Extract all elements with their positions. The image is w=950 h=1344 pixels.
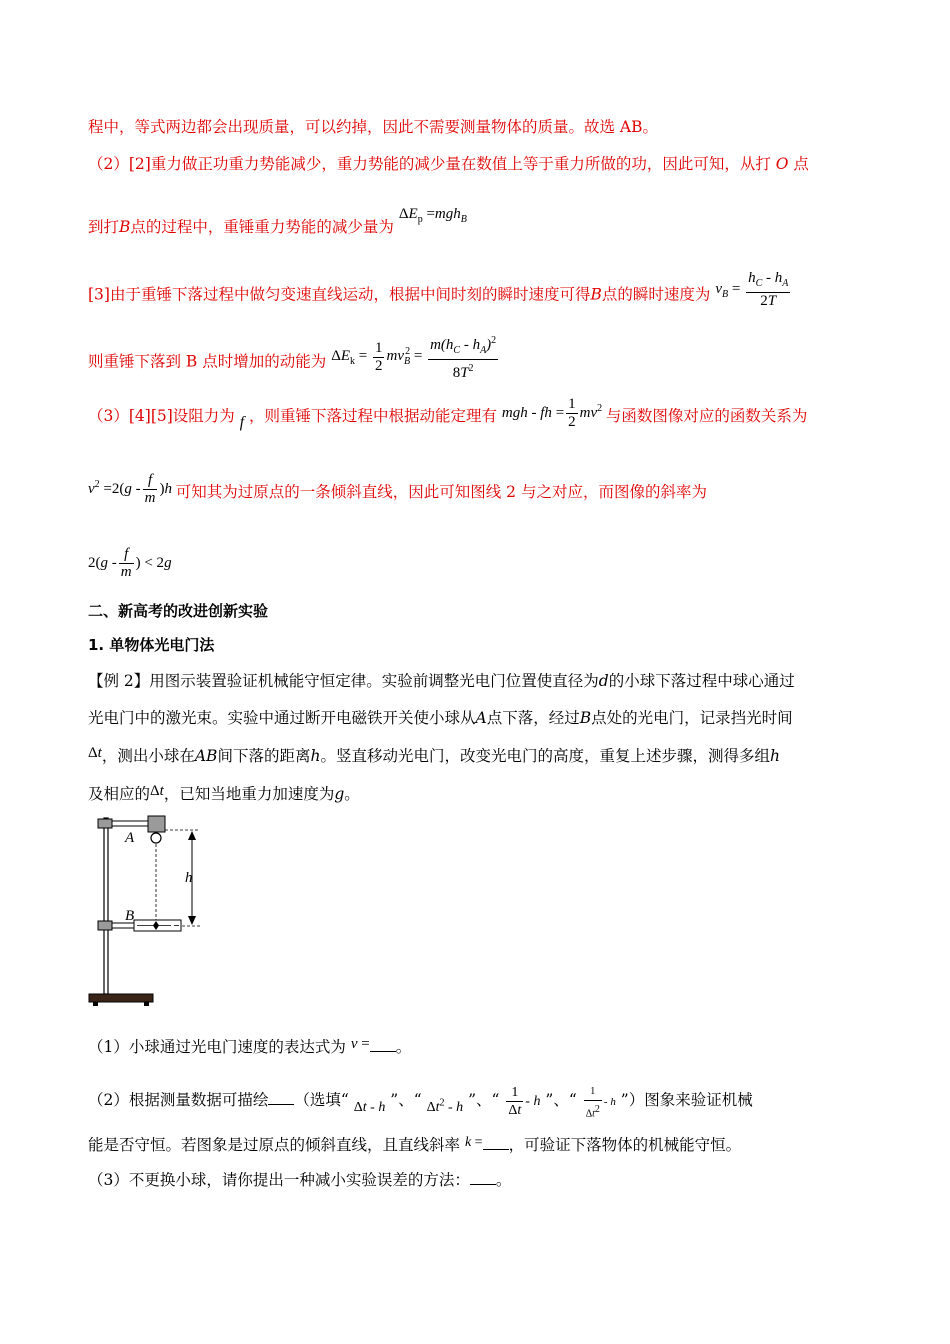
formula-energy-theorem: mgh - fh = $\frac{1}{2}$ $mv^2$	[501, 396, 603, 430]
formula-v-squared: $v^2 =2(g$ - $\frac{f}{m}$ )h	[88, 472, 176, 506]
answer-blank-2[interactable]	[268, 1090, 294, 1105]
bottom-clamp	[98, 921, 112, 930]
answer-blank-3[interactable]	[483, 1135, 509, 1150]
subsection-title: 1. 单物体光电门法	[88, 636, 215, 654]
formula-kinetic-energy: $\Delta E_k$ = $\frac{1}{2}$ $mv_B^2$ = $\frac{m(h_C - h_A)^2}{8T^2}$	[331, 348, 500, 364]
ball	[151, 833, 161, 843]
answer-blank-4[interactable]	[470, 1170, 496, 1185]
electromagnet	[148, 816, 165, 832]
stand-base	[89, 994, 153, 1002]
example-line-1: 【例 2】用图示装置验证机械能守恒定律。实验前调整光电门位置使直径为d的小球下落过程中球心通过	[88, 672, 795, 690]
apparatus-figure	[85, 810, 215, 1010]
answer-q4-line: （3）[4][5]设阻力为 f ，则重锤下落过程中根据动能定理有 mgh - fh = $\frac{1}{2}$ $mv^2$ 与函数图像对应的函数关系为	[88, 396, 808, 431]
question-3: （3）不更换小球，请你提出一种减小实验误差的方法： 。	[88, 1171, 512, 1189]
label-h: h	[185, 870, 193, 886]
answer-kinetic-energy-line: 则重锤下落到 B 点时增加的动能为 $\Delta E_k$ = $\frac{1}{2}$ $mv_B^2$ = $\frac{m(h_C - h_A)^2}{8T^2}$	[88, 338, 500, 388]
top-clamp	[98, 819, 112, 828]
question-1: （1）小球通过光电门速度的表达式为 v = 。	[88, 1036, 412, 1056]
question-2-line1: （2）根据测量数据可描绘 （选填“ Δt - h ”、“ $\Delta t^2$ - h ”、“ $\frac{1}{\Delta t}$ - h ”、“ $\frac{1}{\Delta t2}$ - h ”）图象来验证机械	[88, 1083, 753, 1122]
answer-q2-line2: 到打B点的过程中，重锤重力势能的减少量为 $\Delta E_p =mgh_B$	[88, 206, 467, 236]
answer-paragraph-end: 程中，等式两边都会出现质量，可以约掉，因此不需要测量物体的质量。故选 AB。	[88, 118, 659, 136]
label-A: A	[125, 830, 135, 846]
top-arm	[112, 821, 148, 826]
answer-blank-1[interactable]	[370, 1037, 396, 1052]
label-B: B	[125, 908, 135, 924]
example-line-4: 及相应的Δt，已知当地重力加速度为g。	[88, 783, 360, 803]
example-line-2: 光电门中的激光束。实验中通过断开电磁铁开关使小球从A点下落，经过B点处的光电门，记录挡光时间	[88, 709, 793, 727]
answer-q2-line1: （2）[2]重力做正功重力势能减少，重力势能的减少量在数值上等于重力所做的功，因此可知，从打 O 点	[88, 155, 809, 173]
stand-rod	[104, 818, 108, 994]
answer-q3-line: [3]由于重锤下落过程中做匀变速直线运动，根据中间时刻的瞬时速度可得B点的瞬时速度为 $v_B$ = $\frac{h_C - h_A}{2T}$	[88, 276, 792, 316]
section-title: 二、新高考的改进创新实验	[88, 602, 269, 620]
formula-velocity-b: $v_B$ = $\frac{h_C - h_A}{2T}$	[715, 270, 789, 309]
formula-slope: 2(g - $\frac{f}{m}$ ) < 2g	[88, 546, 172, 580]
question-2-line2: 能是否守恒。若图象是过原点的倾斜直线，且直线斜率 k = ，可验证下落物体的机械能守恒。	[88, 1135, 742, 1154]
formula-potential-energy: $\Delta E_p =mgh_B$	[398, 206, 467, 225]
formula-f: f	[239, 413, 245, 431]
example-line-3: Δt，测出小球在AB间下落的距离h。竖直移动光电门，改变光电门的高度，重复上述步骤，测得多组h	[88, 745, 780, 765]
answer-slope-line: $v^2 =2(g$ - $\frac{f}{m}$ )h 可知其为过原点的一条倾斜直线，因此可知图线 2 与之对应，而图像的斜率为	[88, 472, 707, 506]
